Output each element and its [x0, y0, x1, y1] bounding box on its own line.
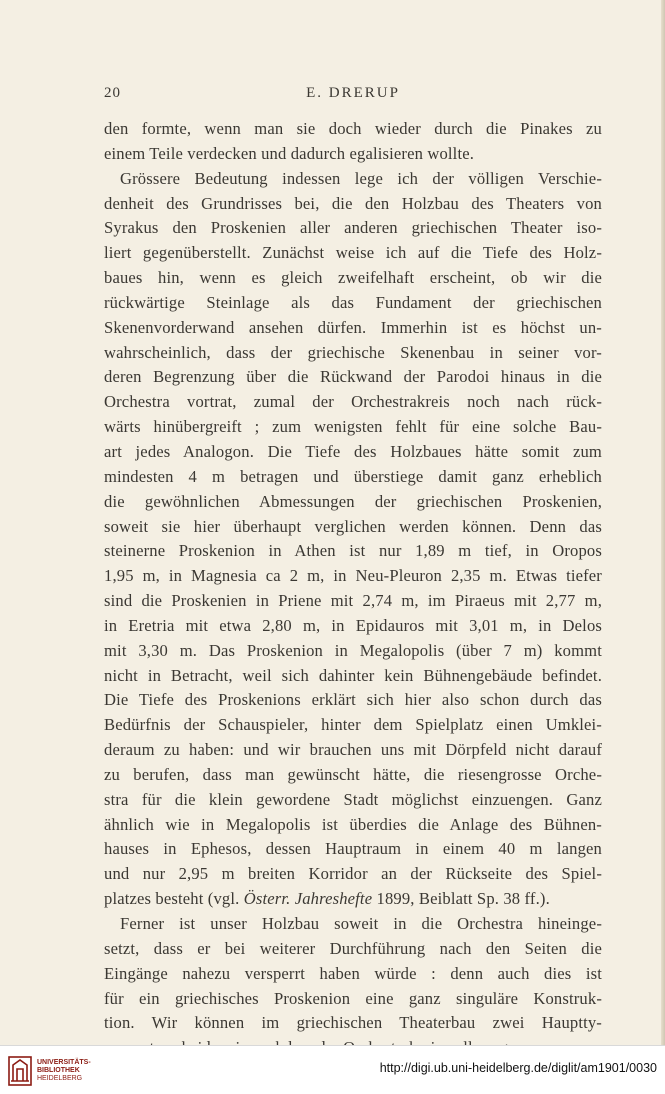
- text-line: [104, 713, 602, 738]
- text-line: [104, 465, 602, 490]
- text-line: [104, 1011, 602, 1036]
- line-segment: in Eretria mit etwa 2,80 m, in Epidauros mit 3,01 m, in Delos: [104, 615, 602, 635]
- line-segment: wärts hinübergreift ; zum wenigsten fehlt für eine solche Bau-: [104, 417, 602, 437]
- text-line: [104, 341, 602, 366]
- text-line: [104, 937, 602, 962]
- text-line: [104, 862, 602, 887]
- text-line: [104, 515, 602, 540]
- text-line: [104, 763, 602, 788]
- line-segment: soweit sie hier überhaupt verglichen werden können. Denn das: [104, 516, 602, 536]
- text-line: [104, 738, 602, 763]
- line-segment: Ferner ist unser Holzbau soweit in die Orchestra hineinge-: [120, 914, 602, 933]
- line-segment: Grössere Bedeutung indessen lege ich der völligen Verschie-: [120, 168, 602, 188]
- line-segment: rückwärtige Steinlage als das Fundament der griechischen: [104, 292, 602, 312]
- body-text: [104, 117, 602, 1061]
- text-line: [104, 639, 602, 664]
- library-crest-icon[interactable]: [8, 1056, 32, 1086]
- text-line: [104, 192, 602, 217]
- text-line: [104, 117, 602, 142]
- text-line: [104, 316, 602, 341]
- line-segment: den formte, wenn man sie doch wieder durch die Pinakes zu: [104, 119, 602, 138]
- text-line: [104, 987, 602, 1012]
- page-header: [104, 85, 602, 107]
- text-line: [104, 390, 602, 415]
- library-name-line: HEIDELBERG: [37, 1075, 83, 1082]
- line-segment: ähnlich wie in Megalopolis ist überdies die Anlage des Bühnen-: [104, 814, 602, 834]
- text-line: [104, 415, 602, 440]
- line-segment: art jedes Analogon. Die Tiefe des Holzbaues hätte somit zum: [104, 441, 602, 461]
- text-line: [104, 614, 602, 639]
- line-segment: platzes besteht (vgl.: [104, 889, 244, 909]
- page-number: 20: [104, 85, 121, 101]
- line-segment: deraum zu haben: und wir brauchen uns mit Dörpfeld nicht darauf: [104, 740, 602, 760]
- text-line: [104, 912, 602, 937]
- line-segment: tion. Wir können im griechischen Theaterbau zwei Hauptty-: [104, 1013, 602, 1033]
- text-line: [104, 490, 602, 515]
- text-line: [104, 813, 602, 838]
- line-segment: setzt, dass er bei weiterer Durchführung nach den Seiten die: [104, 938, 602, 958]
- text-line: [104, 664, 602, 689]
- permalink-link[interactable]: http://digi.ub.uni-heidelberg.de/diglit/am1901/0030: [379, 1061, 657, 1075]
- text-line: [104, 564, 602, 589]
- italic-citation: Österr. Jahreshefte: [243, 889, 373, 909]
- line-segment: und nur 2,95 m breiten Korridor an der Rückseite des Spiel-: [104, 864, 602, 884]
- text-line: [104, 365, 602, 390]
- line-segment: mit 3,30 m. Das Proskenion in Megalopolis (über 7 m) kommt: [104, 640, 602, 660]
- text-line: [104, 266, 602, 291]
- line-segment: für ein griechisches Proskenion eine ganz singuläre Konstruk-: [104, 988, 602, 1008]
- line-segment: 1899, Beiblatt Sp. 38 ff.).: [372, 889, 550, 909]
- line-segment: die gewöhnlichen Abmessungen der griechischen Proskenien,: [104, 491, 602, 511]
- line-segment: Eingänge nahezu versperrt haben würde : denn auch dies ist: [104, 963, 602, 983]
- text-line: [104, 887, 602, 912]
- line-segment: mindesten 4 m betragen und überstiege damit ganz erheblich: [104, 466, 602, 486]
- line-segment: Die Tiefe des Proskenions erklärt sich hier also schon durch das: [104, 690, 602, 710]
- line-segment: denheit des Grundrisses bei, die den Holzbau des Theaters von: [104, 193, 602, 213]
- line-segment: stra für die klein gewordene Stadt möglichst einzuengen. Ganz: [104, 789, 602, 809]
- text-line: [104, 688, 602, 713]
- text-line: [104, 589, 602, 614]
- line-segment: wahrscheinlich, dass der griechische Skenenbau in seiner vor-: [104, 342, 602, 362]
- line-segment: liert gegenüberstellt. Zunächst weise ich auf die Tiefe des Holz-: [104, 243, 602, 263]
- line-segment: Syrakus den Proskenien aller anderen griechischen Theater iso-: [104, 218, 602, 238]
- line-segment: hauses in Ephesos, dessen Hauptraum in einem 40 m langen: [104, 839, 602, 859]
- viewer-footer: [0, 1045, 665, 1094]
- line-segment: einem Teile verdecken und dadurch egalisieren wollte.: [104, 143, 475, 163]
- line-segment: nicht in Betracht, weil sich dahinter kein Bühnengebäude befindet.: [104, 665, 602, 685]
- library-name: [37, 1059, 91, 1083]
- text-line: [104, 440, 602, 465]
- line-segment: deren Begrenzung über die Rückwand der Parodoi hinaus in die: [104, 367, 602, 387]
- line-segment: steinerne Proskenion in Athen ist nur 1,89 m tief, in Oropos: [104, 541, 602, 561]
- text-line: [104, 167, 602, 192]
- line-segment: Orchestra vortrat, zumal der Orchestrakreis noch nach rück-: [104, 392, 602, 412]
- library-name-line: UNIVERSITÄTS-: [37, 1059, 91, 1066]
- running-head: E. DRERUP: [306, 85, 400, 101]
- line-segment: baues hin, wenn es gleich zweifelhaft erscheint, ob wir die: [104, 268, 602, 288]
- text-line: [104, 837, 602, 862]
- page-edge-shadow: [661, 0, 665, 1045]
- text-line: [104, 539, 602, 564]
- line-segment: zu berufen, dass man gewünscht hätte, die riesengrosse Orche-: [104, 764, 602, 784]
- text-line: [104, 962, 602, 987]
- text-line: [104, 241, 602, 266]
- text-line: [104, 788, 602, 813]
- text-line: [104, 291, 602, 316]
- library-name-line: BIBLIOTHEK: [37, 1067, 80, 1074]
- line-segment: Bedürfnis der Schauspieler, hinter dem Spielplatz einen Umklei-: [104, 715, 602, 735]
- text-line: [104, 142, 602, 167]
- line-segment: sind die Proskenien in Priene mit 2,74 m, im Piraeus mit 2,77 m,: [104, 591, 602, 611]
- line-segment: 1,95 m, in Magnesia ca 2 m, in Neu-Pleuron 2,35 m. Etwas tiefer: [104, 566, 602, 586]
- line-segment: Skenenvorderwand ansehen dürfen. Immerhin ist es höchst un-: [104, 317, 602, 337]
- text-line: [104, 216, 602, 241]
